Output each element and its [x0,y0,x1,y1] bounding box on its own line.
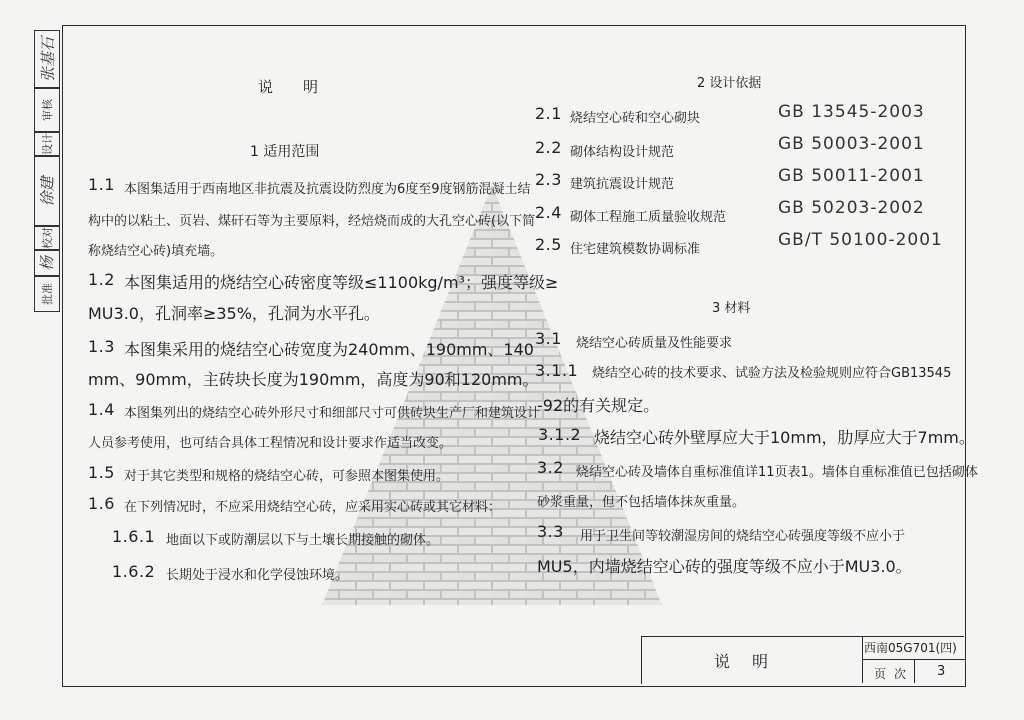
clause-number: 1.5 [88,463,115,482]
clause-text: 砂浆重量，但不包括墙体抹灰重量。 [537,495,746,510]
clause-text: 在下列情况时，不应采用烧结空心砖，应采用实心砖或其它材料： [124,500,502,515]
clause-text: 本图集适用的烧结空心砖密度等级≤1100kg/m³；强度等级≥ [124,273,559,292]
clause-number: 3.3 [537,522,564,541]
reference-name: 砌体工程施工质量验收规范 [570,210,727,225]
clause-text: 长期处于浸水和化学侵蚀环境。 [166,568,349,583]
signature-cell: 杨 [34,250,60,276]
reference-name: 住宅建筑模数协调标准 [570,242,701,257]
clause-text: -92的有关规定。 [537,396,660,415]
clause-text: 烧结空心砖质量及性能要求 [576,336,733,351]
clause-text: mm、90mm，主砖块长度为190mm，高度为90和120mm。 [88,370,539,389]
clause-number: 1.6 [88,494,115,513]
clause-text: MU5，内墙烧结空心砖的强度等级不应小于MU3.0。 [537,557,912,576]
clause-text: 对于其它类型和规格的烧结空心砖，可参照本图集使用。 [124,469,450,484]
clause-number: 1.1 [88,175,115,194]
clause-text: 本图集列出的烧结空心砖外形尺寸和细部尺寸可供砖块生产厂和建筑设计 [124,406,541,421]
clause-number: 3.2 [537,458,564,477]
reference-name: 砌体结构设计规范 [570,145,675,160]
clause-text: 本图集采用的烧结空心砖宽度为240mm、190mm、140 [124,340,534,359]
clause-text: 称烧结空心砖)填充墙。 [88,244,224,259]
signature-label-cell: 校对 [34,226,60,250]
clause-number: 3.1.2 [538,425,582,444]
atlas-code: 西南05G701(四) [864,641,957,655]
reference-name: 烧结空心砖和空心砌块 [570,111,701,126]
clause-text: 地面以下或防潮层以下与土壤长期接触的砌体。 [166,533,440,548]
reference-standard: GB 13545-2003 [778,102,925,122]
page-label: 页次 [874,667,915,681]
title-block-title: 说明 [642,637,863,683]
clause-number: 1.6.1 [112,527,156,546]
signature-cell: 张基石 [34,30,60,88]
clause-number: 1.6.2 [112,562,156,581]
section-heading: 3 材料 [712,301,751,316]
reference-number: 2.1 [535,104,562,123]
reference-number: 2.2 [535,138,562,157]
signature-label-cell: 批准 [34,276,60,312]
reference-number: 2.5 [535,235,562,254]
reference-standard: GB 50203-2002 [778,198,925,218]
page-title: 说明 [258,78,349,96]
clause-number: 1.2 [88,270,115,289]
reference-standard: GB/T 50100-2001 [778,230,943,250]
clause-number: 1.3 [88,337,115,356]
clause-text: 烧结空心砖及墙体自重标准值详11页表1。墙体自重标准值已包括砌体 [576,465,978,480]
clause-text: MU3.0，孔洞率≥35%，孔洞为水平孔。 [88,304,380,323]
clause-text: 人员参考使用，也可结合具体工程情况和设计要求作适当改变。 [88,436,453,451]
signature-cell: 徐建 [34,156,60,226]
title-block-divider [914,659,915,683]
clause-text: 烧结空心砖的技术要求、试验方法及检验规则应符合GB13545 [592,366,952,381]
reference-number: 2.4 [535,203,562,222]
clause-text: 本图集适用于西南地区非抗震及抗震设防烈度为6度至9度钢筋混凝土结 [124,182,531,197]
reference-number: 2.3 [535,170,562,189]
section-heading: 1 适用范围 [250,144,320,160]
clause-text: 构中的以粘土、页岩、煤矸石等为主要原料，经焙烧而成的大孔空心砖(以下简 [88,214,536,229]
section-heading: 2 设计依据 [697,76,762,91]
clause-text: 烧结空心砖外壁厚应大于10mm，肋厚应大于7mm。 [594,428,975,447]
signature-strip [34,30,60,312]
reference-standard: GB 50003-2001 [778,134,925,154]
reference-standard: GB 50011-2001 [778,166,925,186]
clause-number: 3.1 [535,329,562,348]
signature-label-cell: 审核 [34,88,60,132]
signature-label-cell: 设计 [34,132,60,156]
reference-name: 建筑抗震设计规范 [570,177,675,192]
page-number: 3 [937,664,946,679]
clause-text: 用于卫生间等较潮湿房间的烧结空心砖强度等级不应小于 [580,529,906,544]
title-block [641,636,964,684]
clause-number: 1.4 [88,400,115,419]
clause-number: 3.1.1 [535,361,579,380]
